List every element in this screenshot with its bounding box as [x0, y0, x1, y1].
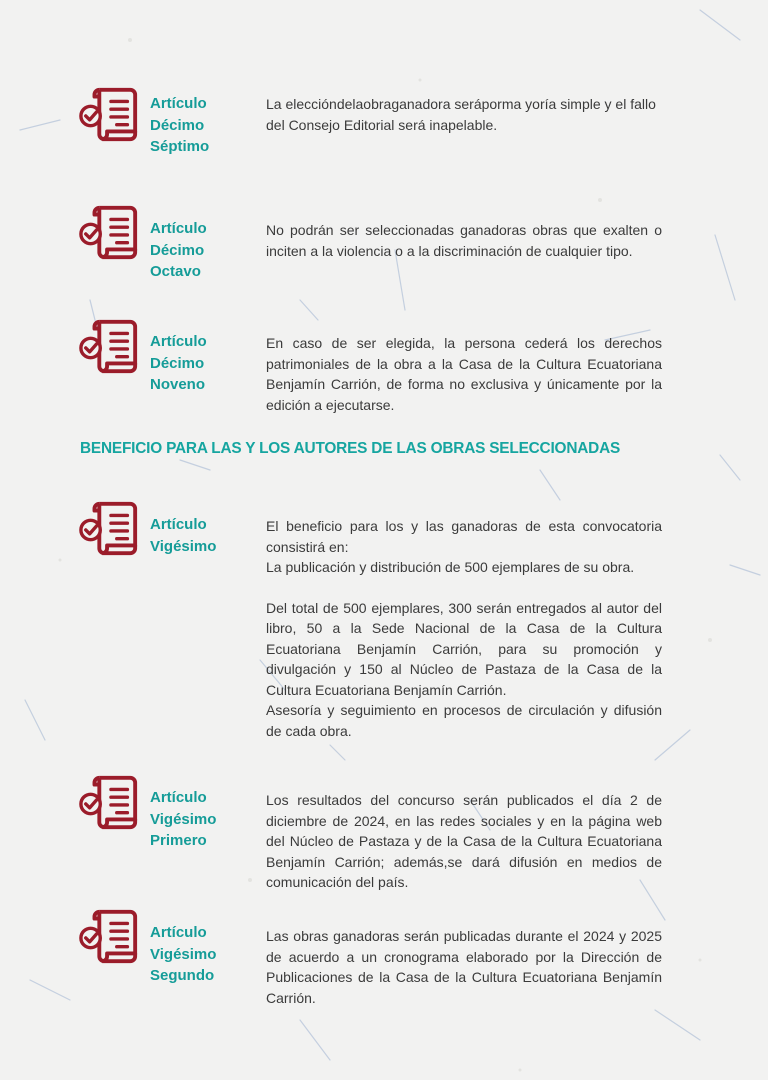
article-title: Artículo Décimo Séptimo [150, 95, 210, 155]
section-heading: BENEFICIO PARA LAS Y LOS AUTORES DE LAS OBRAS SELECCIONADAS [80, 440, 621, 457]
article-body: Las obras ganadoras serán publicadas durante el 2024 y 2025 de acuerdo a un cronograma elaborado por la Dirección de Publicaciones de la Casa de la Cultura Ecuatoriana Benjamín Carrión. [266, 928, 662, 1006]
scroll-check-icon [78, 772, 140, 834]
article-body: Los resultados del concurso serán publicados el día 2 de diciembre de 2024, en las redes sociales y en la página web del Núcleo de Pastaza y de la Casa de la Cultura Ecuatoriana Benjamín Carrión; además,se dará difusión en medios de comunicación del país. [266, 792, 662, 890]
scroll-check-icon [78, 202, 140, 264]
article-body: No podrán ser seleccionadas ganadoras obras que exalten o inciten a la violencia o a la discriminación de cualquier tipo. [266, 222, 662, 259]
article-body: En caso de ser elegida, la persona cederá los derechos patrimoniales de la obra a la Casa de la Cultura Ecuatoriana Benjamín Carrión, de forma no exclusiva y únicamente por la edición a ejecutarse. [266, 335, 662, 413]
article-title: Artículo Vigésimo [150, 516, 217, 555]
article-title: Artículo Vigésimo Primero [150, 789, 217, 849]
scroll-check-icon [78, 498, 140, 560]
scroll-check-icon [78, 84, 140, 146]
article-title: Artículo Décimo Octavo [150, 220, 207, 280]
scroll-check-icon [78, 906, 140, 968]
article-body: El beneficio para los y las ganadoras de esta convocatoria consistirá en: La publicación y distribución de 500 ejemplares de su obra. Del total de 500 ejemplares, 300 serán entregados al autor del libro, 50 a la Sede Nacional de la Casa de la Cultura Ecuatoriana Benjamín Carrión, para su promoción y divulgación y 150 al Núcleo de Pastaza de la Casa de la Cultura Ecuatoriana Benjamín Carrión. Asesoría y seguimiento en procesos de circulación y difusión de cada obra. [266, 518, 662, 739]
article-body: La eleccióndelaobraganadora seráporma yoría simple y el fallo del Consejo Editorial será inapelable. [266, 96, 656, 133]
article-title: Artículo Décimo Noveno [150, 333, 207, 393]
article-title: Artículo Vigésimo Segundo [150, 924, 217, 984]
scroll-check-icon [78, 316, 140, 378]
